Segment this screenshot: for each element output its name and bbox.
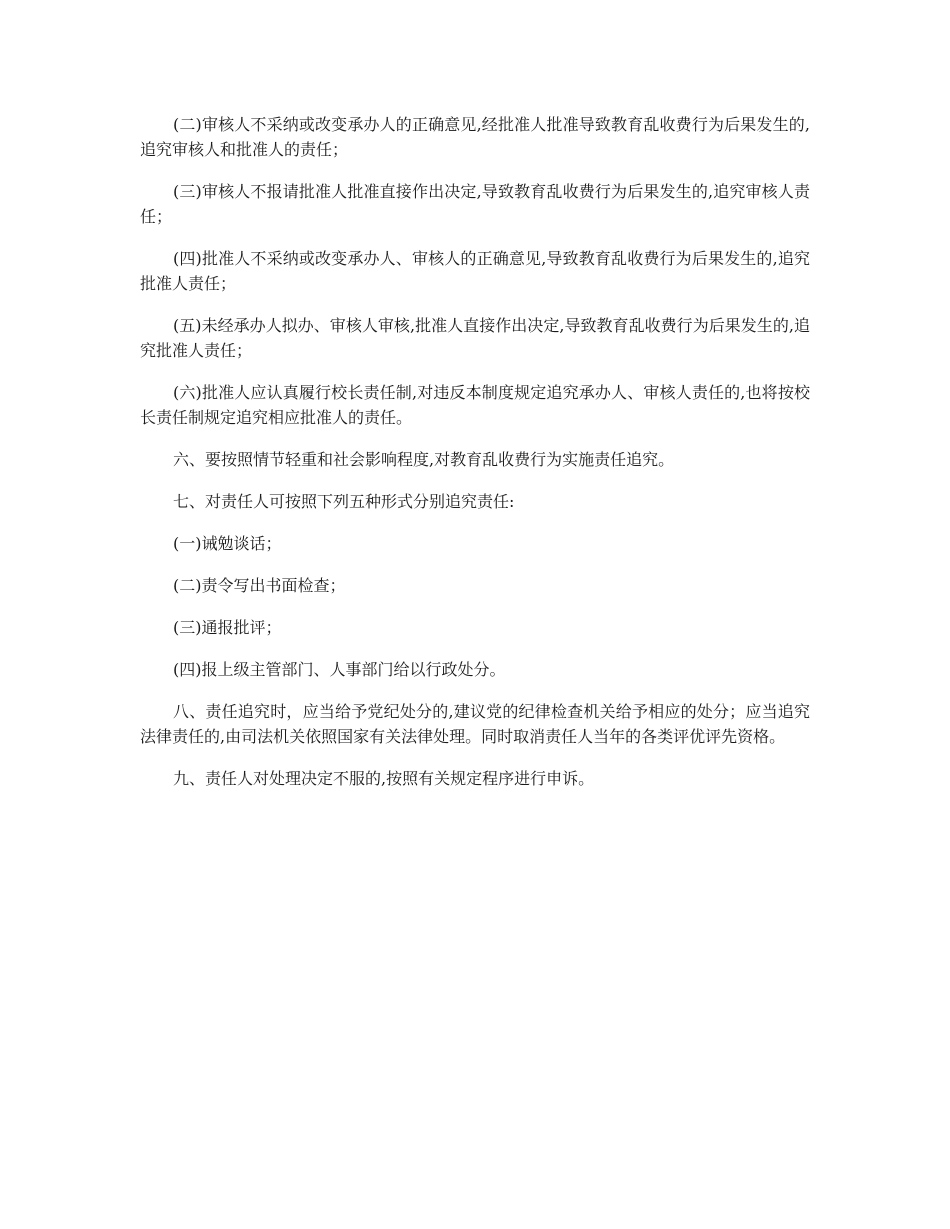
paragraph-item-4-approver: (四)批准人不采纳或改变承办人、审核人的正确意见,导致教育乱收费行为后果发生的,追究批准人责任； bbox=[140, 249, 810, 293]
paragraph-form-3: (三)通报批评； bbox=[173, 618, 282, 637]
paragraph-section-6: 六、要按照情节轻重和社会影响程度,对教育乱收费行为实施责任追究。 bbox=[173, 450, 675, 469]
paragraph-form-1: (一)诫勉谈话； bbox=[173, 534, 282, 553]
document-body bbox=[140, 112, 810, 808]
paragraph-item-6-principal: (六)批准人应认真履行校长责任制,对违反本制度规定追究承办人、审核人责任的,也将按校长责任制规定追究相应批准人的责任。 bbox=[140, 383, 810, 427]
paragraph-item-5-approver: (五)未经承办人拟办、审核人审核,批准人直接作出决定,导致教育乱收费行为后果发生的,追究批准人责任； bbox=[140, 316, 810, 360]
paragraph-section-8: 八、责任追究时，应当给予党纪处分的,建议党的纪律检查机关给予相应的处分；应当追究法律责任的,由司法机关依照国家有关法律处理。同时取消责任人当年的各类评优评先资格。 bbox=[140, 702, 810, 746]
paragraph-section-7: 七、对责任人可按照下列五种形式分别追究责任: bbox=[173, 492, 515, 511]
paragraph-section-9: 九、责任人对处理决定不服的,按照有关规定程序进行申诉。 bbox=[173, 769, 595, 788]
paragraph-item-3-review: (三)审核人不报请批准人批准直接作出决定,导致教育乱收费行为后果发生的,追究审核人责任； bbox=[140, 182, 810, 226]
paragraph-item-2-review: (二)审核人不采纳或改变承办人的正确意见,经批准人批准导致教育乱收费行为后果发生的,追究审核人和批准人的责任； bbox=[140, 115, 810, 159]
paragraph-form-4: (四)报上级主管部门、人事部门给以行政处分。 bbox=[173, 660, 506, 679]
paragraph-form-2: (二)责令写出书面检查； bbox=[173, 576, 346, 595]
